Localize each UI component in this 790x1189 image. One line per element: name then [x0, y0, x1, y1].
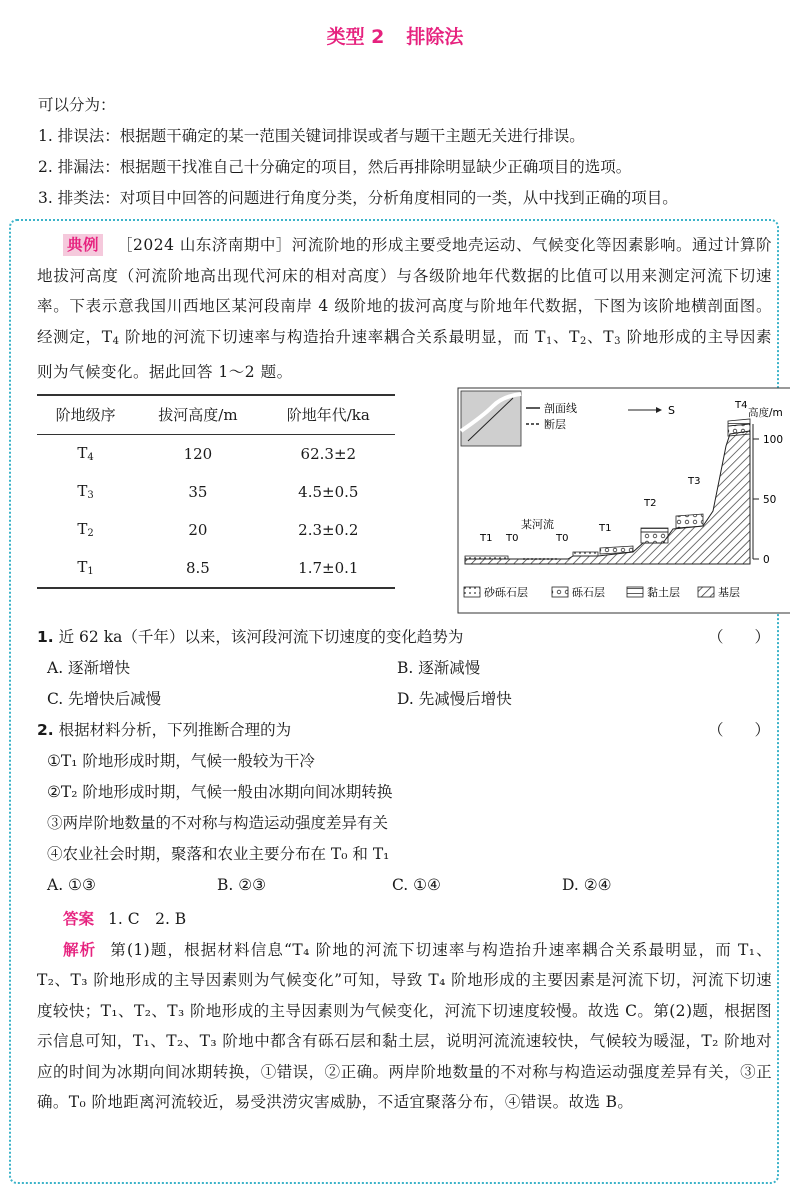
example-paragraph: 典例 ［2024 山东济南期中］河流阶地的形成主要受地壳运动、气候变化等因素影响。通过计算阶地拔河高度（河流阶地高出现代河床的相对高度）与各级阶地年代数据的比值可以用来测定河流下切速率。下表示意我国川西地区某河段南岸 4 级阶地的拔河高度与阶地年代数据，下图为该阶地横剖面图。经测定，$T_4$ 阶地的河流下切速率与构造抬升速率耦合关系最明显，而 $T_1$、$T_2$、$T_3$ 阶地形成的主导因素则为气候变化。据此回答 1～2 题。 [37, 236, 772, 381]
legend-fault: 断层 [544, 417, 566, 431]
question-1 [37, 622, 772, 653]
terrace-label: T0 [556, 532, 569, 544]
statement: ③两岸阶地数量的不对称与构造运动强度差异有关 [47, 813, 389, 832]
option: B. 逐渐减慢 [397, 658, 481, 677]
question-1-options-row [37, 684, 772, 715]
intro-line: 3. 排类法：对项目中回答的问题进行角度分类，分析角度相同的一类，从中找到正确的项目。 [38, 189, 678, 207]
table-row [37, 473, 395, 511]
question-number: 2. [37, 720, 54, 739]
intro-line: 可以分为： [38, 96, 116, 114]
legend-bedrock: 基层 [718, 585, 740, 599]
answer-text: 1. C 2. B [108, 909, 187, 928]
table-cell: 62.3±2 [300, 444, 357, 463]
y-axis-label: 高度/m [748, 406, 783, 419]
legend-section-line: 剖面线 [544, 401, 577, 415]
example-tag: 典例 [63, 234, 103, 256]
example-source: ［2024 山东济南期中］ [117, 236, 292, 254]
explanation-text: 第(1)题，根据材料信息“T₄ 阶地的河流下切速率与构造抬升速率耦合关系最明显，而 T₁、T₂、T₃ 阶地形成的主导因素则为气候变化”可知，导致 T₄ 阶地形成的主要因素是河流下切，河流下切速度较快；T₁、T₂、T₃ 阶地形成的主导因素则为气候变化，河流下切速度较慢。故选 C。第(2)题，根据图示信息可知，T₁、T₂、T₃ 阶地中都含有砾石层和黏土层，说明河流流速较快，气候较为暖湿，T₂ 阶地对应的时间为冰期向间冰期转换，①错误，②正确。两岸阶地数量的不对称与构造运动强度差异有关，③正确。T₀ 阶地距离河流较近，易受洪涝灾害威胁，不适宜聚落分布，④错误。故选 B。 [37, 940, 772, 1111]
legend-sand-gravel: 砂砾石层 [484, 585, 528, 599]
intro-line: 1. 排误法：根据题干确定的某一范围关键词排误或者与题干主题无关进行排误。 [38, 127, 585, 145]
question-2-options-row [37, 870, 772, 901]
option: B. ②③ [217, 875, 267, 894]
terrace-label: T4 [735, 399, 748, 411]
option: D. ②④ [562, 875, 612, 894]
explanation-label: 解析 [63, 940, 97, 959]
y-tick: 50 [763, 493, 777, 506]
answer-paren: （ ） [707, 627, 770, 646]
table-row [37, 434, 395, 473]
table-cell: $T_4$ [77, 444, 94, 463]
answer-line [37, 903, 772, 935]
table-row [37, 511, 395, 549]
example-content [37, 230, 784, 1118]
table-cell: 35 [188, 482, 208, 501]
option: C. ①④ [392, 875, 441, 894]
terrace-label: T1 [480, 532, 493, 544]
example-text: 阶地形成的主导因素则为气候变化。据此回答 1～2 题。 [37, 327, 772, 381]
statement: ④农业社会时期，聚落和农业主要分布在 T₀ 和 T₁ [47, 844, 390, 863]
table-cell: 20 [188, 520, 208, 539]
intro-list [38, 90, 768, 214]
section-type: 类型 2 [326, 26, 385, 48]
intro-line: 2. 排漏法：根据题干找准自己十分确定的项目，然后再排除明显缺少正确项目的选项。 [38, 158, 632, 176]
explanation [37, 935, 772, 1118]
terrace-label: T1 [599, 522, 612, 534]
y-tick: 100 [763, 433, 784, 446]
example-text: 阶地的河流下切速率与构造抬升速率耦合关系最明显，而 T [119, 327, 546, 346]
terrace-table [37, 394, 395, 589]
question-1-options-row [37, 653, 772, 684]
table-cell: 4.5±0.5 [298, 482, 359, 501]
terrace-label: T0 [506, 532, 519, 544]
legend-gravel: 砾石层 [572, 585, 605, 599]
terrace-profile-figure [428, 386, 790, 626]
option: A. ①③ [47, 875, 96, 894]
table-header: 阶地年代/ka [262, 395, 395, 435]
table-cell: $T_3$ [77, 482, 94, 501]
table-cell: $T_2$ [77, 520, 94, 539]
answer-paren: （ ） [707, 720, 770, 739]
table-figure-row [37, 394, 784, 622]
y-tick: 0 [763, 553, 770, 566]
question-number: 1. [37, 627, 54, 646]
terrace-label: T2 [644, 497, 657, 509]
river-label: 某河流 [521, 517, 554, 531]
table-header: 拔河高度/m [134, 395, 261, 435]
statement: ①T₁ 阶地形成时期，气候一般较为干冷 [47, 751, 315, 770]
table-cell: 120 [183, 444, 213, 463]
legend-clay: 黏土层 [647, 585, 680, 599]
question-2 [37, 715, 772, 746]
table-cell: 2.3±0.2 [298, 520, 359, 539]
table-cell: 8.5 [134, 549, 261, 588]
option: A. 逐渐增快 [47, 658, 131, 677]
option: C. 先增快后减慢 [47, 689, 162, 708]
statement: ②T₂ 阶地形成时期，气候一般由冰期向间冰期转换 [47, 782, 393, 801]
example-text: 河流阶地的形成主要受地壳运动、气候变化等因素影响。通过计算阶地拔河高度（河流阶地高出现代河床的相对高度）与各级阶地年代数据的比值可以用来测定河流下切速率。下表示意我国川西地区某河段南岸 4 级阶地的拔河高度与阶地年代数据，下图为该阶地横剖面图。经测定，T [37, 236, 772, 346]
option: D. 先减慢后增快 [397, 689, 512, 708]
direction-label: S [668, 403, 675, 417]
section-title [0, 22, 790, 49]
table-cell: 1.7±0.1 [262, 549, 395, 588]
question-stem: 根据材料分析，下列推断合理的为 [58, 720, 292, 739]
terrace-label: T3 [688, 475, 701, 487]
answer-label: 答案 [63, 909, 95, 928]
table-row [37, 549, 395, 588]
section-name: 排除法 [406, 26, 464, 48]
question-stem: 近 62 ka（千年）以来，该河段河流下切速度的变化趋势为 [58, 627, 464, 646]
table-cell: $T_1$ [37, 549, 134, 588]
table-header: 阶地级序 [37, 395, 134, 435]
